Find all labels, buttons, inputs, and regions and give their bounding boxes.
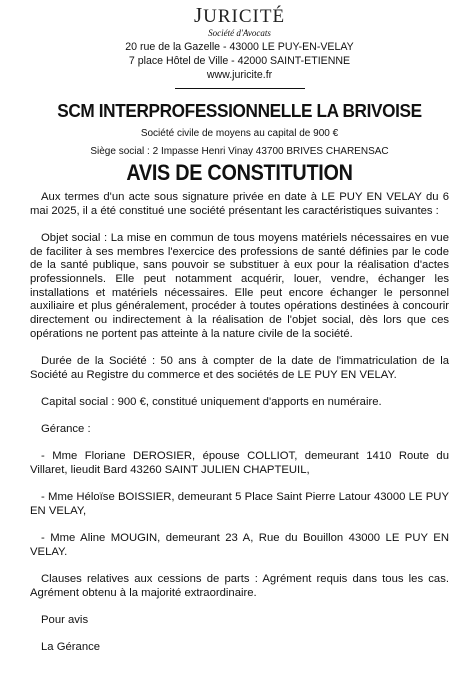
paragraph-capital: Capital social : 900 €, constitué uniquement d'apports en numéraire. (41, 395, 382, 408)
paragraph-management-heading: Gérance : (41, 423, 91, 436)
firm-website: www.juricite.fr (206, 69, 273, 81)
firm-subtitle: Société d'Avocats (208, 28, 271, 38)
paragraph-intro: Aux termes d'un acte sous signature privée en date à LE PUY EN VELAY du 6 mai 2025, il a été constitué une société présentant les caractéristiques suivantes : (30, 191, 449, 217)
firm-logo-text: JURICITÉ (193, 3, 286, 27)
company-seat: Siège social : 2 Impasse Henri Vinay 43700 BRIVES CHARENSAC (90, 146, 389, 157)
company-form: Société civile de moyens au capital de 900 € (140, 128, 339, 139)
paragraph-manager-2: - Mme Héloïse BOISSIER, demeurant 5 Place Saint Pierre Latour 43000 LE PUY EN VELAY, (30, 491, 449, 517)
paragraph-manager-1: - Mme Floriane DEROSIER, épouse COLLIOT, demeurant 1410 Route du Villaret, lieudit Bard 43260 SAINT JULIEN CHAPTEUIL, (30, 450, 449, 477)
paragraph-signature: La Gérance (41, 641, 101, 654)
firm-address-1: 20 rue de la Gazelle - 43000 LE PUY-EN-VELAY (125, 41, 354, 53)
header-divider (175, 88, 305, 89)
paragraph-share-transfer: Clauses relatives aux cessions de parts : Agrément requis dans tous les cas. Agrément obtenu à la majorité extraordinaire. (30, 573, 449, 599)
paragraph-pour-avis: Pour avis (41, 613, 89, 626)
company-name: SCM INTERPROFESSIONNELLE LA BRIVOISE (57, 100, 422, 121)
law-firm-header (30, 0, 449, 89)
firm-address-2: 7 place Hôtel de Ville - 42000 SAINT-ETIENNE (128, 55, 351, 67)
notice-title: AVIS DE CONSTITUTION (126, 160, 353, 185)
notice-body (30, 191, 449, 655)
paragraph-duration: Durée de la Société : 50 ans à compter de la date de l'immatriculation de la Société au Registre du commerce et des sociétés de LE PUY EN VELAY. (30, 355, 449, 381)
paragraph-purpose: Objet social : La mise en commun de tous moyens matériels nécessaires en vue de faciliter à ses membres l'exercice des professions de santé définies par le code de la santé publique, sans pouvoir se substituer à eux pour la réalisation d'actes professionnels. Elle peut notamment acquérir, louer, vendre, échanger les installations et matériels nécessaires. Elle peut encore échanger le personnel auxiliaire et plus généralement, procéder à toutes opérations destinées à concourir directement ou indirectement à la réalisation de l'objet social, dès lors que ces opérations ne portent pas atteinte à la nature civile de la société. (30, 231, 449, 340)
paragraph-manager-3: - Mme Aline MOUGIN, demeurant 23 A, Rue du Bouillon 43000 LE PUY EN VELAY. (30, 532, 449, 558)
